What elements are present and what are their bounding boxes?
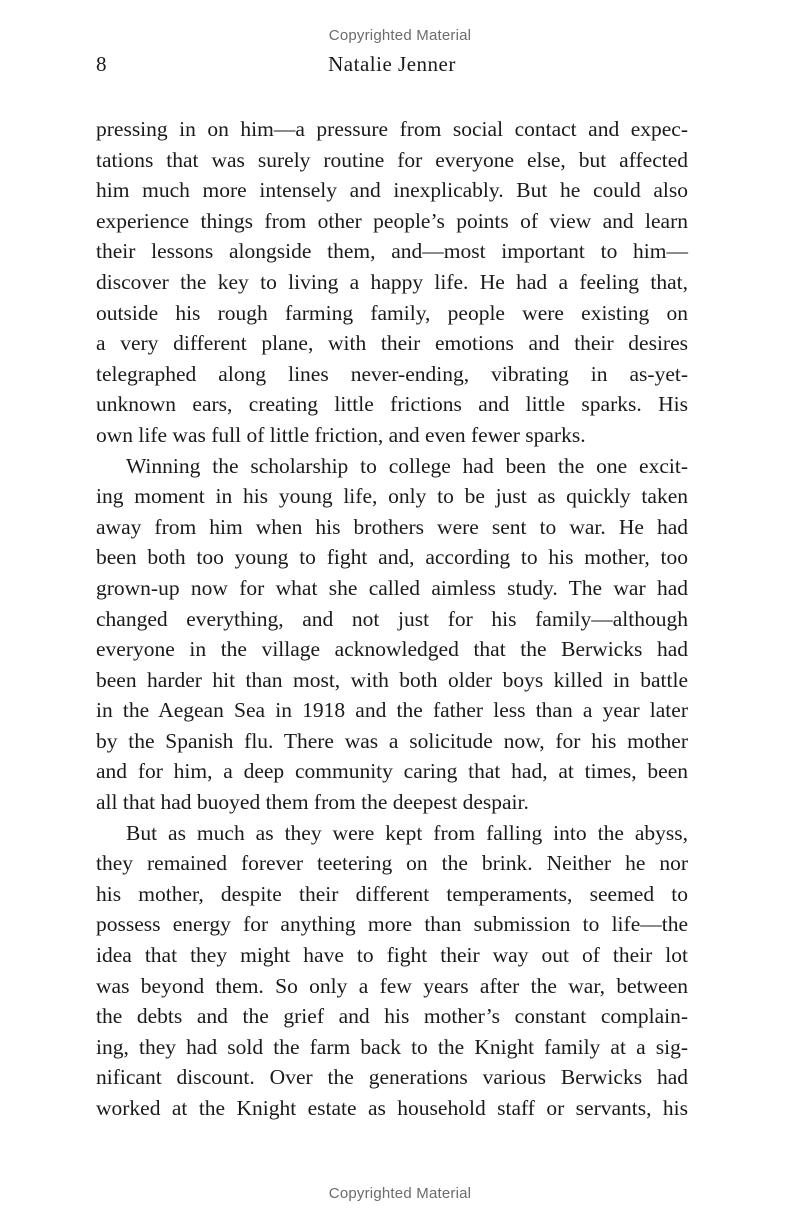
text-line: away from him when his brothers were sent to war. He had	[96, 514, 688, 539]
paragraph-2	[96, 451, 688, 818]
text-line: idea that they might have to fight their way out of their lot	[96, 943, 688, 968]
text-line: unknown ears, creating little frictions and little sparks. His	[96, 392, 688, 417]
text-line: Winning the scholarship to college had been the one excit-	[126, 453, 688, 478]
text-line: the debts and the grief and his mother’s constant complain-	[96, 1004, 688, 1029]
text-line: they remained forever teetering on the brink. Neither he nor	[96, 851, 688, 876]
paragraph-3	[96, 818, 688, 1124]
page-number: 8	[96, 52, 107, 76]
text-line: his mother, despite their different temperaments, seemed to	[96, 881, 688, 906]
text-line: in the Aegean Sea in 1918 and the father less than a year later	[96, 698, 688, 723]
text-line: and for him, a deep community caring that had, at times, been	[96, 759, 688, 784]
text-line: by the Spanish flu. There was a solicitude now, for his mother	[96, 728, 688, 753]
text-line: discover the key to living a happy life. He had a feeling that,	[96, 269, 688, 294]
text-line: a very different plane, with their emotions and their desires	[96, 331, 688, 356]
text-line: possess energy for anything more than submission to life—the	[96, 912, 688, 937]
text-line: everyone in the village acknowledged that the Berwicks had	[96, 637, 688, 662]
text-line: own life was full of little friction, and even fewer sparks.	[96, 422, 586, 447]
text-line: telegraphed along lines never-ending, vibrating in as-yet-	[96, 361, 688, 386]
copyright-watermark-top: Copyrighted Material	[328, 27, 472, 44]
text-line: tations that was surely routine for everyone else, but affected	[96, 147, 688, 172]
body-text	[96, 114, 688, 1124]
text-line: But as much as they were kept from falling into the abyss,	[126, 820, 688, 845]
text-line: been both too young to fight and, according to his mother, too	[96, 545, 688, 570]
text-line: grown-up now for what she called aimless study. The war had	[96, 575, 688, 600]
text-line: experience things from other people’s points of view and learn	[96, 208, 688, 233]
text-line: ing moment in his young life, only to be just as quickly taken	[96, 484, 688, 509]
text-line: was beyond them. So only a few years after the war, between	[96, 973, 688, 998]
copyright-watermark-bottom: Copyrighted Material	[328, 1185, 472, 1202]
text-line: ing, they had sold the farm back to the Knight family at a sig-	[96, 1034, 688, 1059]
text-line: outside his rough farming family, people were existing on	[96, 300, 688, 325]
running-title: Natalie Jenner	[328, 52, 456, 76]
text-line: nificant discount. Over the generations various Berwicks had	[96, 1065, 688, 1090]
text-line: their lessons alongside them, and—most important to him—	[96, 239, 688, 264]
running-head	[96, 52, 688, 82]
text-line: worked at the Knight estate as household staff or servants, his	[96, 1096, 688, 1120]
text-line: been harder hit than most, with both older boys killed in battle	[96, 667, 688, 692]
paragraph-1	[96, 114, 688, 451]
text-line: changed everything, and not just for his family—although	[96, 606, 688, 631]
text-line: pressing in on him—a pressure from social contact and expec-	[96, 117, 688, 141]
text-line: him much more intensely and inexplicably. But he could also	[96, 178, 688, 203]
text-line: all that had buoyed them from the deepest despair.	[96, 790, 529, 815]
